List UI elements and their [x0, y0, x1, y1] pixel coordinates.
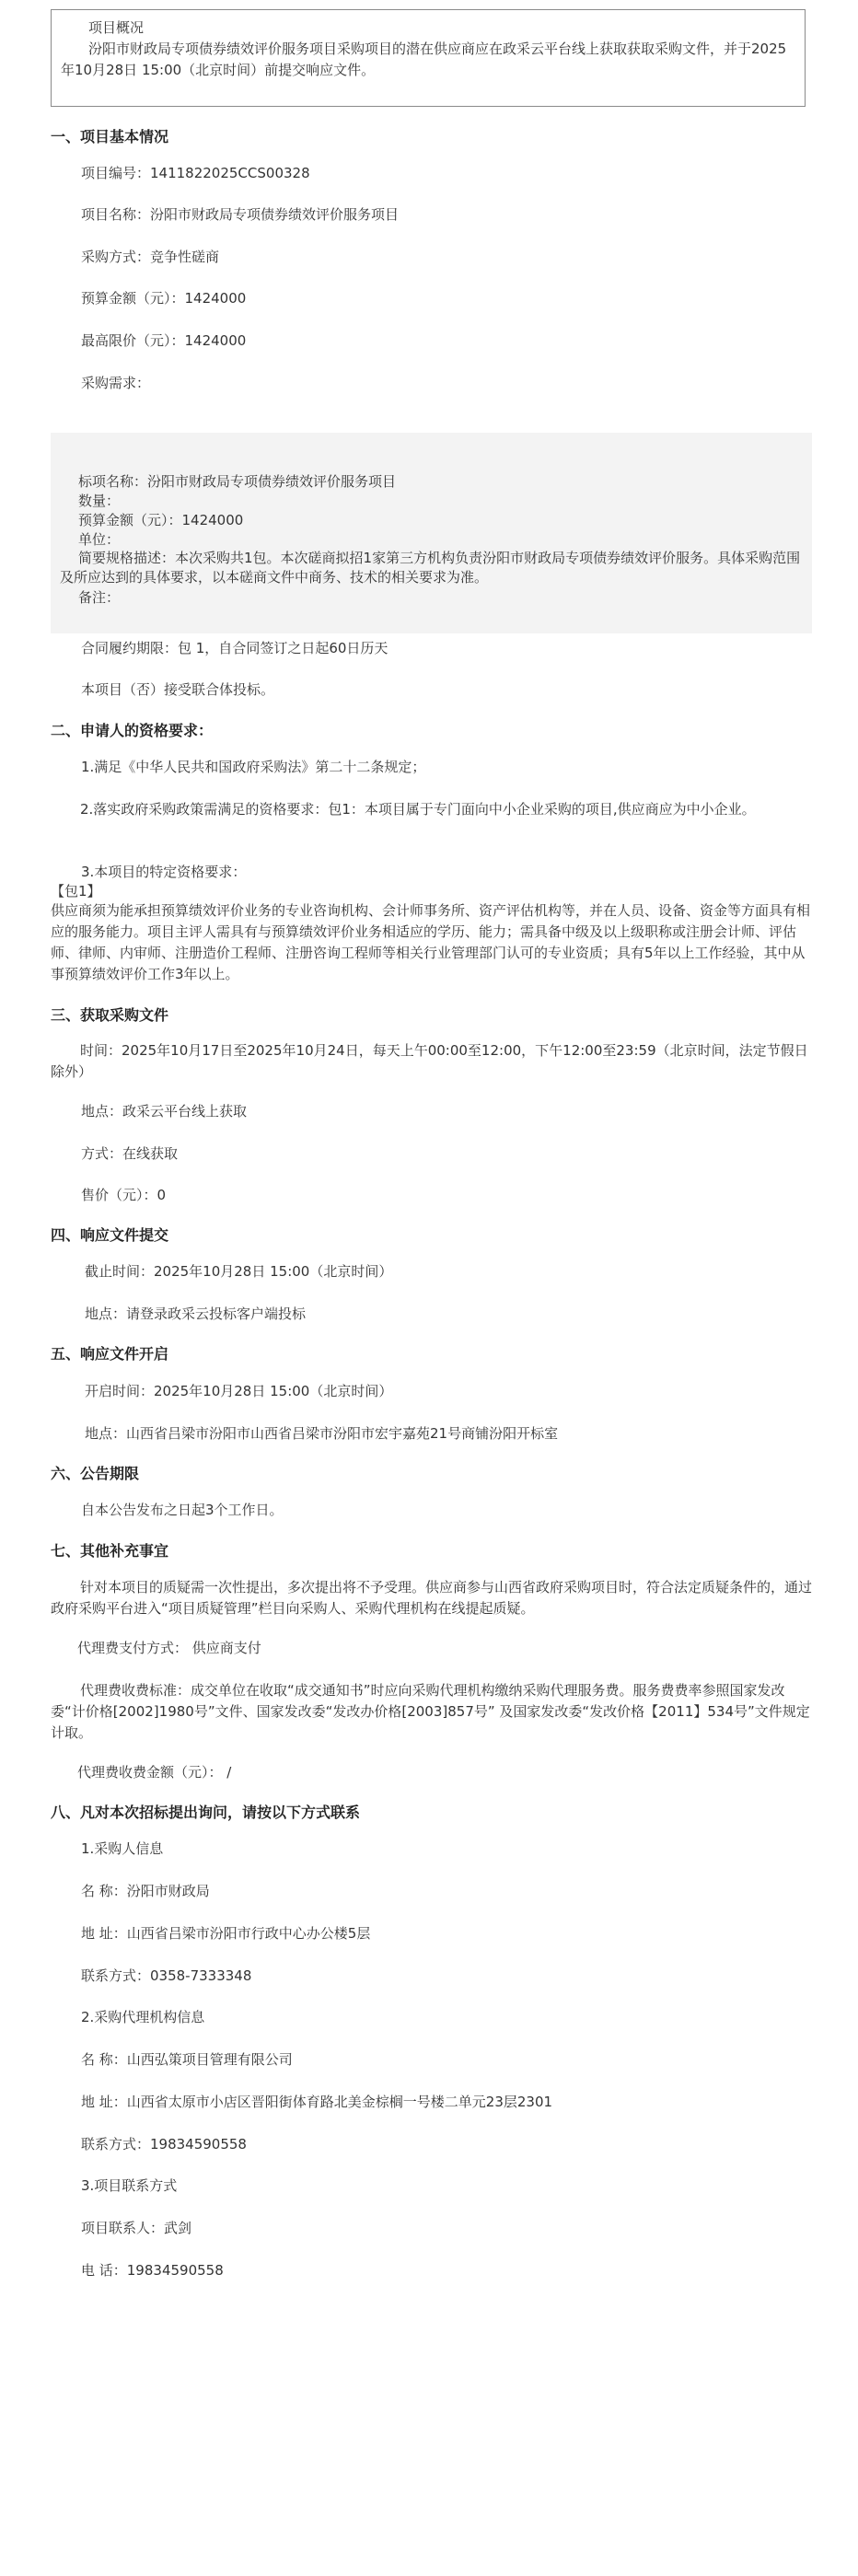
- project-contact-phone: 电 话：19834590558: [81, 2262, 224, 2279]
- project-contact-person: 项目联系人：武剑: [81, 2220, 192, 2236]
- summary-title: 项目概况: [88, 19, 145, 36]
- agency-info-title: 2.采购代理机构信息: [81, 2009, 205, 2025]
- buyer-name: 名 称：汾阳市财政局: [81, 1883, 210, 1899]
- summary-text: 汾阳市财政局专项债券绩效评价服务项目采购项目的潜在供应商应在政采云平台线上获取获取采购文件，并于2025年10月28日 15:00（北京时间）前提交响应文件。: [61, 41, 787, 78]
- procurement-method: 采购方式：竞争性磋商: [81, 249, 220, 265]
- section-heading-basic-info: 一、项目基本情况: [51, 128, 169, 145]
- lot-unit: 单位：: [78, 531, 121, 548]
- project-summary-box: [51, 9, 806, 107]
- submission-deadline: 截止时间：2025年10月28日 15:00（北京时间）: [85, 1263, 393, 1280]
- submission-place: 地点：请登录政采云投标客户端投标: [85, 1305, 307, 1322]
- buyer-info-title: 1.采购人信息: [81, 1840, 164, 1857]
- buyer-phone: 联系方式：0358-7333348: [81, 1967, 252, 1984]
- obtain-time: 时间：2025年10月17日至2025年10月24日，每天上午00:00至12:00，下午12:00至23:59（北京时间，法定节假日除外）: [51, 1042, 808, 1080]
- project-number: 项目编号：1411822025CCS00328: [81, 165, 310, 181]
- buyer-address: 地 址：山西省吕梁市汾阳市行政中心办公楼5层: [81, 1925, 371, 1942]
- agency-address: 地 址：山西省太原市小店区晋阳街体育路北美金棕榈一号楼二单元23层2301: [81, 2094, 553, 2110]
- opening-time: 开启时间：2025年10月28日 15:00（北京时间）: [85, 1383, 393, 1399]
- lot-detail-box: [51, 433, 812, 633]
- challenge-rules: 针对本项目的质疑需一次性提出，多次提出将不予受理。供应商参与山西省政府采购项目时，符合法定质疑条件的，通过政府采购平台进入“项目质疑管理”栏目向采购人、采购代理机构在线提起质疑。: [51, 1579, 813, 1617]
- agency-fee-standard: 代理费收费标准：成交单位在收取“成交通知书”时应向采购代理机构缴纳采购代理服务费。服务费费率参照国家发改委“计价格[2002]1980号”文件、国家发改委“发改办价格[2003]857号” 及国家发改委“发改价格【2011】534号”文件规定计取。: [51, 1682, 810, 1741]
- obtain-method: 方式：在线获取: [81, 1145, 179, 1162]
- section-heading-submission: 四、响应文件提交: [51, 1226, 169, 1244]
- agency-fee-payer: 代理费支付方式： 供应商支付: [77, 1640, 261, 1656]
- lot-name: 标项名称：汾阳市财政局专项债券绩效评价服务项目: [78, 473, 397, 490]
- project-name: 项目名称：汾阳市财政局专项债券绩效评价服务项目: [81, 206, 400, 223]
- lot-quantity: 数量：: [78, 493, 121, 509]
- agency-phone: 联系方式：19834590558: [81, 2136, 247, 2152]
- section-heading-notice-period: 六、公告期限: [51, 1465, 140, 1482]
- section-heading-qualification: 二、申请人的资格要求：: [51, 722, 214, 739]
- agency-fee-amount: 代理费收费金额（元）： /: [77, 1764, 232, 1781]
- section-heading-obtain-docs: 三、获取采购文件: [51, 1006, 169, 1024]
- section-heading-opening: 五、响应文件开启: [51, 1345, 169, 1363]
- qualification-item-2: 2.落实政府采购政策需满足的资格要求：包1：本项目属于专门面向中小企业采购的项目,供应商应为中小企业。: [80, 801, 756, 818]
- consortium-note: 本项目（否）接受联合体投标。: [81, 681, 275, 698]
- max-price: 最高限价（元）：1424000: [81, 332, 247, 349]
- lot-note: 备注：: [78, 589, 121, 606]
- project-contact-title: 3.项目联系方式: [81, 2177, 178, 2194]
- opening-place: 地点：山西省吕梁市汾阳市山西省吕梁市汾阳市宏宇嘉苑21号商铺汾阳开标室: [85, 1425, 559, 1442]
- document-price: 售价（元）：0: [81, 1187, 167, 1203]
- lot-description: 简要规格描述：本次采购共1包。本次磋商拟招1家第三方机构负责汾阳市财政局专项债券绩效评价服务。具体采购范围及所应达到的具体要求，以本磋商文件中商务、技术的相关要求为准。: [60, 550, 801, 586]
- budget-amount: 预算金额（元）：1424000: [81, 290, 247, 307]
- package-label: 【包1】: [51, 883, 101, 899]
- notice-period-text: 自本公告发布之日起3个工作日。: [81, 1502, 284, 1518]
- procurement-needs-label: 采购需求：: [81, 375, 151, 391]
- obtain-place: 地点：政采云平台线上获取: [81, 1103, 248, 1120]
- lot-budget: 预算金额（元）：1424000: [78, 512, 244, 528]
- agency-name: 名 称：山西弘策项目管理有限公司: [81, 2051, 293, 2068]
- qualification-item-3: 3.本项目的特定资格要求：: [81, 864, 247, 880]
- package-requirements: 供应商须为能承担预算绩效评价业务的专业咨询机构、会计师事务所、资产评估机构等，并在人员、设备、资金等方面具有相应的服务能力。项目主评人需具有与预算绩效评价业务相适应的学历、能力；需具备中级及以上级职称或注册会计师、评估师、律师、内审师、注册造价工程师、注册咨询工程师等相关行业管理部门认可的专业资质；具有5年以上工作经验，其中从事预算绩效评价工作3年以上。: [51, 902, 811, 982]
- section-heading-supplementary: 七、其他补充事宜: [51, 1542, 169, 1560]
- contract-period: 合同履约期限：包 1，自合同签订之日起60日历天: [81, 640, 388, 656]
- qualification-item-1: 1.满足《中华人民共和国政府采购法》第二十二条规定；: [81, 759, 426, 775]
- section-heading-contact: 八、凡对本次招标提出询问，请按以下方式联系: [51, 1804, 361, 1821]
